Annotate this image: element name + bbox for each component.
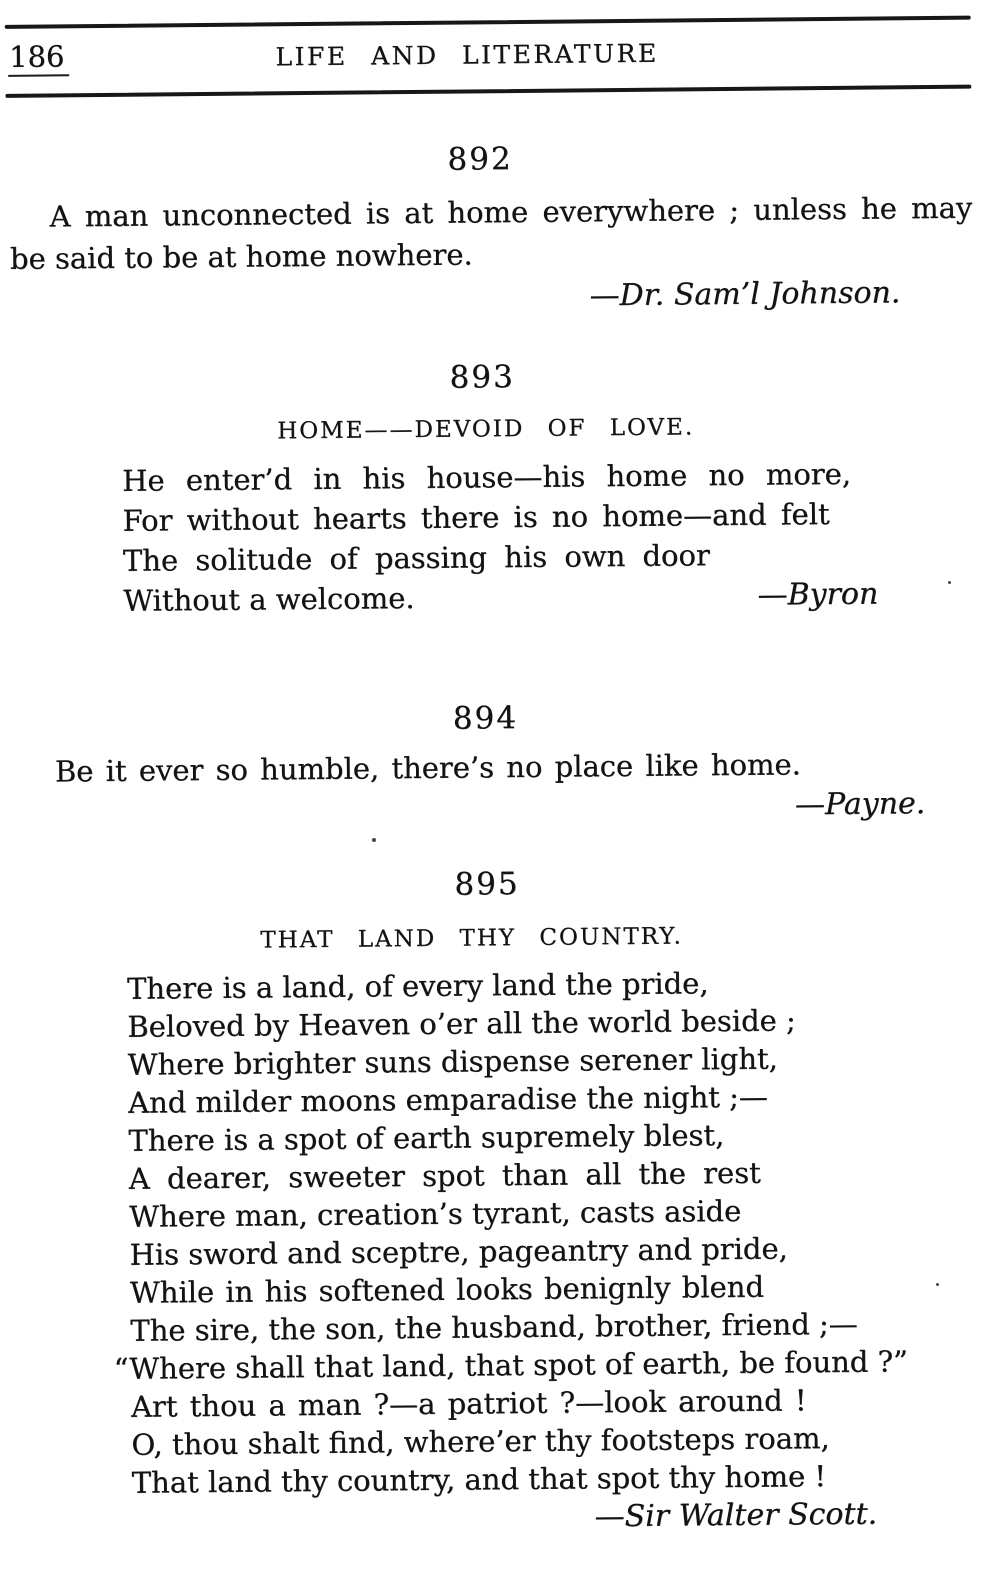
verse-line: There is a spot of earth supremely blest, [128, 1118, 725, 1158]
section-number: 894 [452, 700, 519, 737]
verse-line: His sword and sceptre, pageantry and pride, [129, 1231, 788, 1272]
quote-body [0, 452, 998, 623]
verse-line: Art thou a man ?—a patriot ?—look around ! [130, 1383, 807, 1424]
section-title: THAT LAND THY COUNTRY. [260, 923, 683, 954]
verse-line: Where man, creation’s tyrant, casts aside [128, 1193, 742, 1234]
attribution: —Payne. [794, 786, 926, 823]
verse-line: Beloved by Heaven o’er all the world beside ; [127, 1003, 796, 1044]
verse-line: Where brighter suns dispense serener light, [127, 1041, 778, 1082]
section-892 [0, 134, 996, 322]
verse-line: There is a land, of every land the pride, [126, 966, 709, 1006]
page-content [0, 15, 1000, 1543]
header-row [0, 24, 993, 85]
verse-line: A dearer, sweeter spot than all the rest [128, 1155, 761, 1196]
section-number: 893 [449, 359, 515, 396]
quote-line: A man unconnected is at home everywhere ; unless he may [49, 190, 973, 234]
verse-line: While in his softened looks benignly blend [129, 1269, 765, 1310]
verse-line: For without hearts there is no home—and felt [122, 497, 830, 538]
header-rule-bottom [5, 85, 971, 98]
page-number: 186 [8, 39, 70, 77]
verse-line [0, 572, 998, 623]
section-title: HOME——DEVOID OF LOVE. [277, 414, 695, 445]
quote-body [0, 186, 995, 280]
verse-line-text: Without a welcome. [123, 581, 415, 618]
attribution: —Byron [757, 576, 879, 613]
verse-line: He enter’d in his house—his home no more, [121, 456, 852, 498]
section-894 [0, 693, 1000, 833]
quote-body [2, 961, 1000, 1503]
scan-speck [936, 1283, 939, 1286]
page-header [0, 15, 993, 98]
quote-line: be said to be at home nowhere. [9, 237, 473, 276]
verse-line: “Where shall that land, that spot of earth, be found ?” [113, 1344, 909, 1386]
verse-line: The sire, the son, the husband, brother, friend ;— [130, 1306, 858, 1348]
scan-speck [948, 581, 951, 584]
quote-line: Be it ever so humble, there’s no place like home. [54, 747, 801, 789]
section-895 [1, 859, 1000, 1543]
quotations [0, 134, 1000, 1543]
attribution: —Sir Walter Scott. [594, 1496, 878, 1535]
scan-speck [372, 838, 376, 842]
section-number: 892 [447, 141, 513, 178]
running-title: LIFE AND LITERATURE [275, 38, 659, 72]
verse-line: That land thy country, and that spot thy home ! [131, 1459, 827, 1500]
section-number: 895 [454, 866, 520, 903]
section-893 [0, 352, 998, 623]
attribution: —Dr. Sam’l Johnson. [589, 275, 901, 314]
verse-line: O, thou shalt find, where’er thy footsteps roam, [131, 1421, 830, 1462]
verse-line: The solitude of passing his own door [122, 538, 710, 578]
verse-line: And milder moons emparadise the night ;— [127, 1079, 768, 1120]
